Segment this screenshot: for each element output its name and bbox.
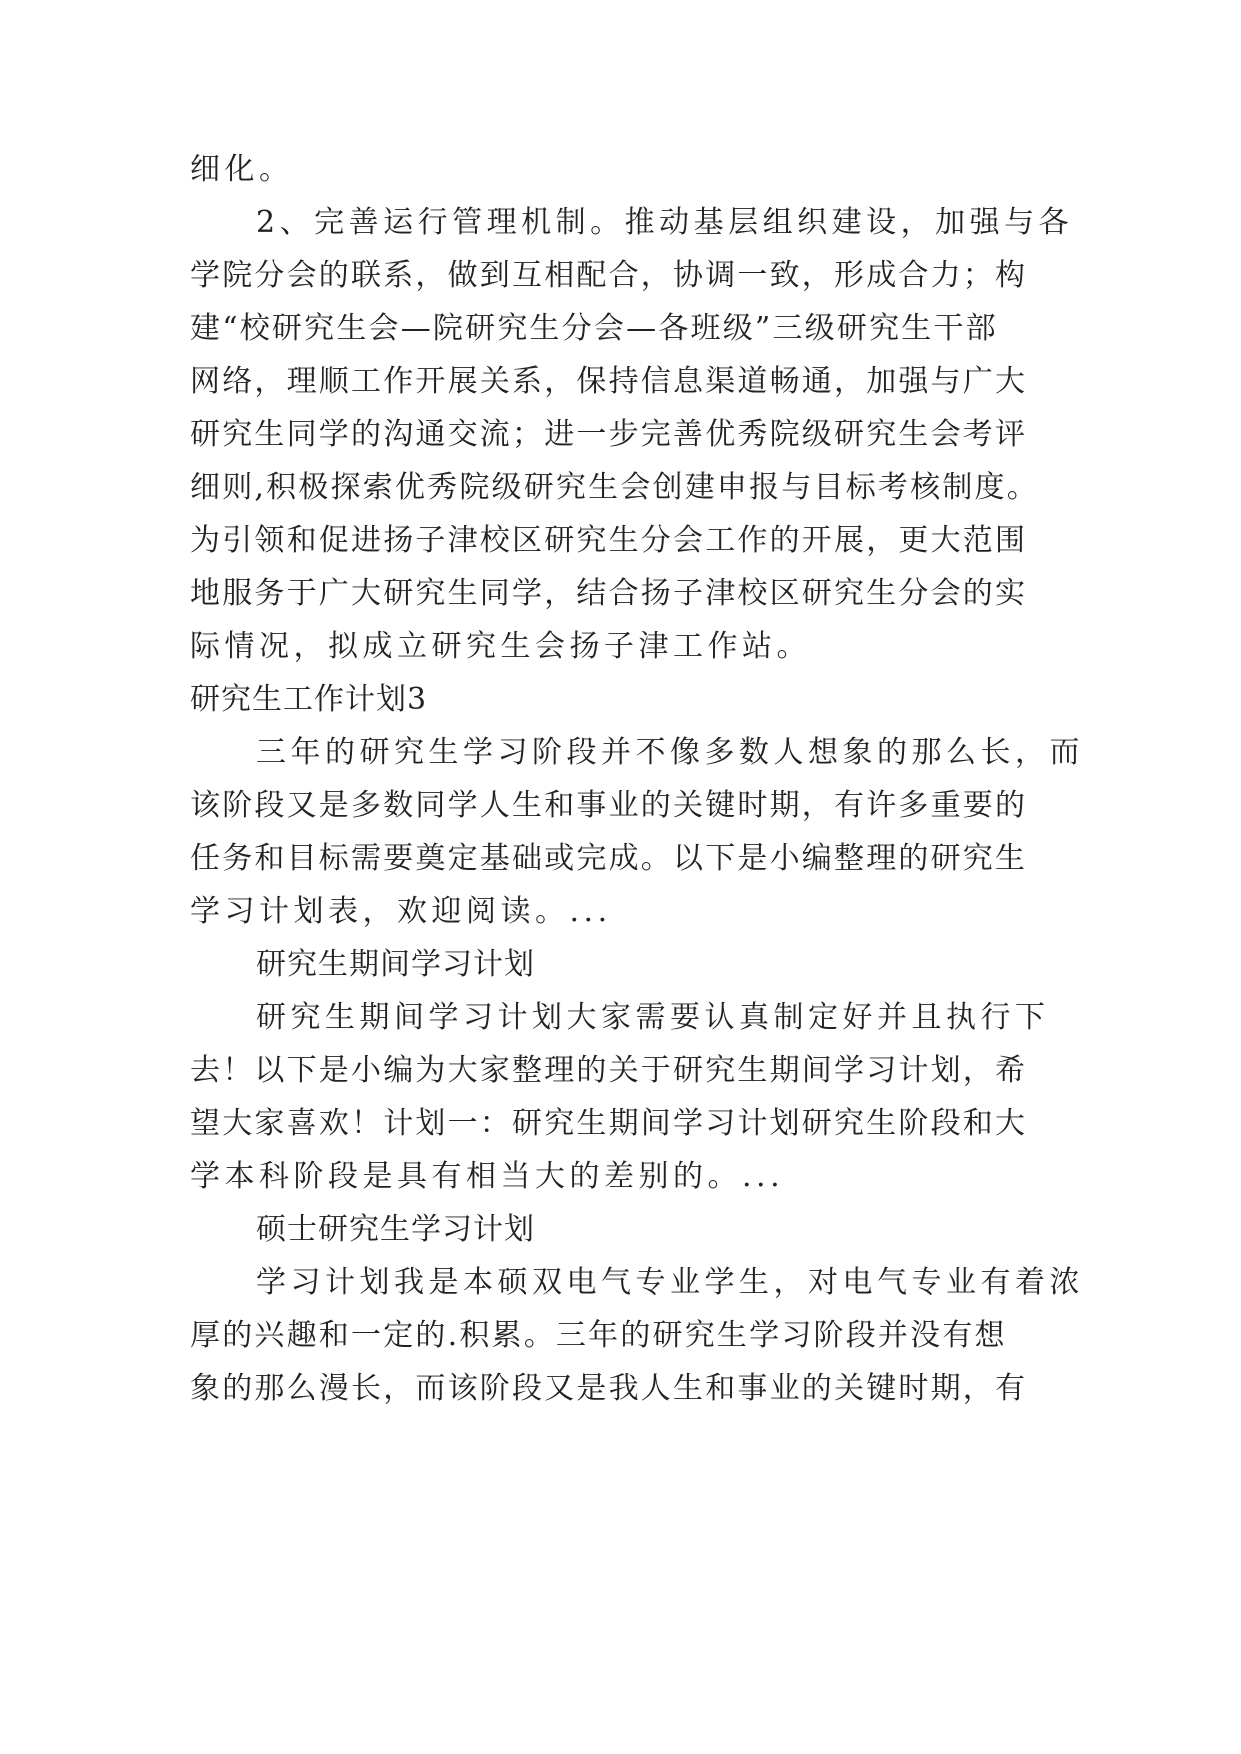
- text-line: 望大家喜欢！计划一：研究生期间学习计划研究生阶段和大: [190, 1106, 1028, 1141]
- text-line: 际情况，拟成立研究生会扬子津工作站。: [190, 629, 811, 664]
- text-line: 学习计划我是本硕双电气专业学生，对电气专业有着浓: [256, 1265, 1084, 1300]
- text-line: 去！以下是小编为大家整理的关于研究生期间学习计划，希: [190, 1053, 1028, 1088]
- text-line: 建“校研究生会—院研究生分会—各班级”三级研究生干部: [190, 311, 998, 346]
- text-line: 细化。: [190, 152, 294, 187]
- text-line: 象的那么漫长，而该阶段又是我人生和事业的关键时期，有: [190, 1371, 1028, 1406]
- text-line: 该阶段又是多数同学人生和事业的关键时期，有许多重要的: [190, 788, 1028, 823]
- subheading: 研究生期间学习计划: [256, 947, 535, 982]
- text-line: 2、完善运行管理机制。推动基层组织建设，加强与各: [256, 205, 1074, 240]
- subheading: 硕士研究生学习计划: [256, 1212, 535, 1247]
- text-line: 网络，理顺工作开展关系，保持信息渠道畅通，加强与广大: [190, 364, 1028, 399]
- text-line: 厚的兴趣和一定的.积累。三年的研究生学习阶段并没有想: [190, 1318, 1007, 1353]
- text-line: 任务和目标需要奠定基础或完成。以下是小编整理的研究生: [190, 841, 1028, 876]
- text-line: 为引领和促进扬子津校区研究生分会工作的开展，更大范围: [190, 523, 1028, 558]
- text-line: 地服务于广大研究生同学，结合扬子津校区研究生分会的实: [190, 576, 1028, 611]
- text-line: 学习计划表，欢迎阅读。...: [190, 894, 612, 929]
- text-line: 三年的研究生学习阶段并不像多数人想象的那么长，而: [256, 735, 1084, 770]
- text-line: 研究生同学的沟通交流；进一步完善优秀院级研究生会考评: [190, 417, 1028, 452]
- text-line: 细则,积极探索优秀院级研究生会创建申报与目标考核制度。: [190, 470, 1039, 505]
- section-heading: 研究生工作计划3: [190, 682, 428, 717]
- text-line: 研究生期间学习计划大家需要认真制定好并且执行下: [256, 1000, 1050, 1035]
- text-line: 学院分会的联系，做到互相配合，协调一致，形成合力；构: [190, 258, 1028, 293]
- text-line: 学本科阶段是具有相当大的差别的。...: [190, 1159, 785, 1194]
